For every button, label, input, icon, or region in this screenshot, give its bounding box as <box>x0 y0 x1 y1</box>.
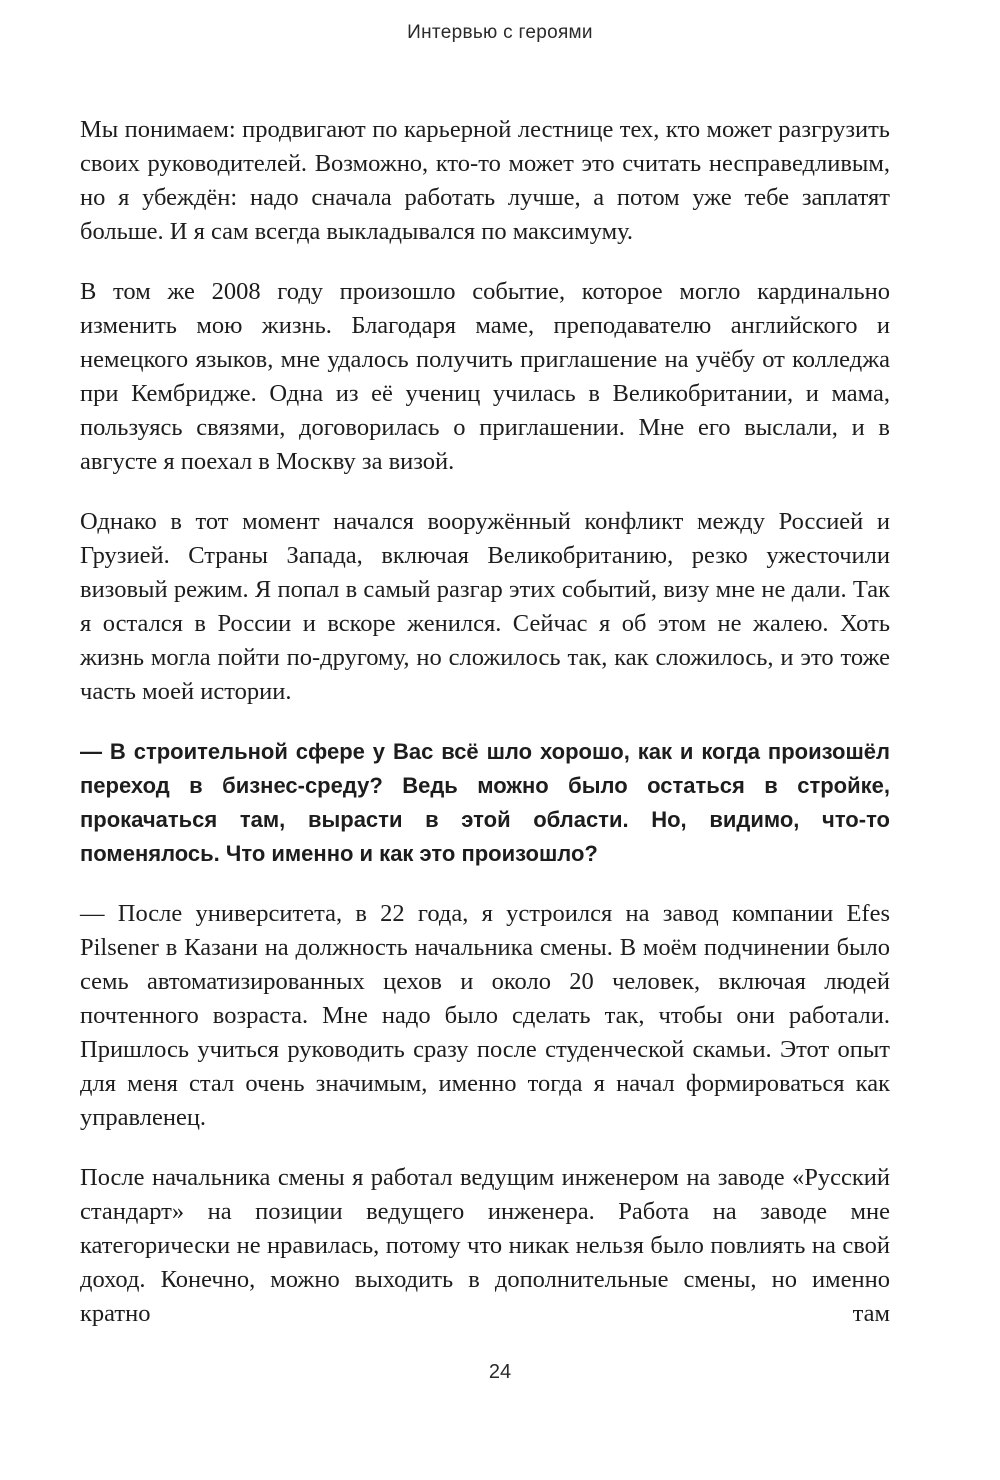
interview-question: — В строительной сфере у Вас всё шло хорошо, как и когда произошёл переход в бизнес-среду? Ведь можно было остаться в стройке, прокачаться там, вырасти в этой области. Но, видимо, что-то поменялось. Что именно и как это произошло? <box>80 739 890 866</box>
page-number: 24 <box>488 1361 512 1383</box>
running-header: Интервью с героями <box>407 22 593 43</box>
paragraph-career: Мы понимаем: продвигают по карьерной лестнице тех, кто может разгрузить своих руководителей. Возможно, кто-то может это считать несправедливым, но я убеждён: надо сначала работать лучше, а потом уже тебе заплатят больше. И я сам всегда выкладывался по максимуму. <box>80 116 890 245</box>
paragraph-conflict: Однако в тот момент начался вооружённый конфликт между Россией и Грузией. Страны Запада, включая Великобританию, резко ужесточили визовый режим. Я попал в самый разгар этих событий, визу мне не дали. Так я остался в России и вскоре женился. Сейчас я об этом не жалею. Хоть жизнь могла пойти по-другому, но сложилось так, как сложилось, и это тоже часть моей истории. <box>80 508 890 705</box>
page-body <box>80 113 890 1357</box>
answer-paragraph: — После университета, в 22 года, я устроился на завод компании Efes Pilsener в Казани на должность начальника смены. В моём подчинении было семь автоматизированных цехов и около 20 человек, включая людей почтенного возраста. Мне надо было сделать так, чтобы они работали. Пришлось учиться руководить сразу после студенческой скамьи. Этот опыт для меня стал очень значимым, именно тогда я начал формироваться как управленец. <box>80 900 890 1131</box>
paragraph-russian-standard: После начальника смены я работал ведущим инженером на заводе «Русский стандарт» на позиции ведущего инженера. Работа на заводе мне категорически не нравилась, потому что никак нельзя было повлиять на свой доход. Конечно, можно выходить в дополнительные смены, но именно кратно там <box>80 1164 890 1327</box>
paragraph-cambridge: В том же 2008 году произошло событие, которое могло кардинально изменить мою жизнь. Благодаря маме, преподавателю английского и немецкого языков, мне удалось получить приглашение на учёбу от колледжа при Кембридже. Одна из её учениц училась в Великобритании, и мама, пользуясь связями, договорилась о приглашении. Мне его выслали, и в августе я поехал в Москву за визой. <box>80 278 890 475</box>
